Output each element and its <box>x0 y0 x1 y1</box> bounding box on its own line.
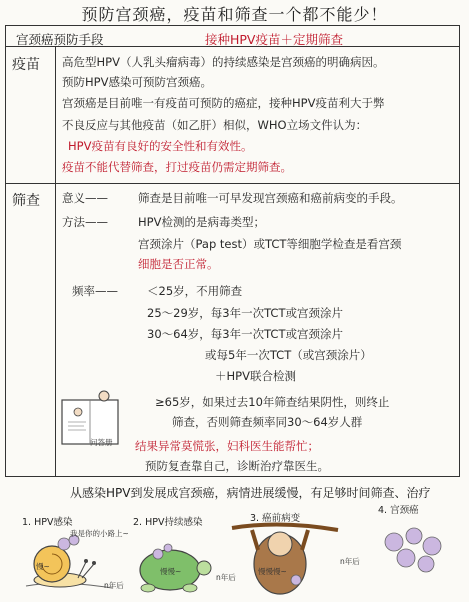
years-label-1: n年后 <box>104 581 124 590</box>
method-label: 方法—— <box>62 215 108 229</box>
method-line-3: 细胞是否正常。 <box>138 257 219 271</box>
book-text: 问答册 <box>90 438 113 447</box>
header-right: 接种HPV疫苗＋定期筛查 <box>205 32 343 47</box>
vaccine-line-2: 预防HPV感染可预防宫颈癌。 <box>62 75 212 89</box>
turtle-label: 慢慢~ <box>160 567 182 576</box>
vaccine-line-4: 不良反应与其他疫苗（如乙肝）相似，WHO立场文件认为： <box>62 118 368 132</box>
vaccine-line-6: 疫苗不能代替筛查，打过疫苗仍需定期筛查。 <box>62 160 292 174</box>
stage-2: 2. HPV持续感染 <box>133 517 203 528</box>
screening-label: 筛查 <box>12 193 40 209</box>
freq-line-6: ≥65岁，如果过去10年筛查结果阴性，则终止 <box>155 395 390 409</box>
section-divider <box>5 183 460 184</box>
snail-bubble: 我是你的小路上~ <box>70 529 129 538</box>
method-line-1: HPV检测的是病毒类型； <box>138 215 265 229</box>
vaccine-line-3: 宫颈癌是目前唯一有疫苗可预防的癌症，接种HPV疫苗利大于弊 <box>62 96 385 110</box>
cancer-cells-illustration <box>370 520 460 586</box>
years-label-3: n年后 <box>340 557 360 566</box>
sloth-label: 慢慢慢~ <box>258 567 287 576</box>
prevention-text: 预防复查靠自己，诊断治疗靠医生。 <box>145 459 329 473</box>
method-line-2: 宫颈涂片（Pap test）或TCT等细胞学检查是看宫颈 <box>138 237 402 251</box>
header-left: 宫颈癌预防手段 <box>16 32 104 47</box>
page-title: 预防宫颈癌，疫苗和筛查一个都不能少！ <box>81 5 388 24</box>
snail-label: 慢~ <box>36 562 50 571</box>
header-divider <box>5 46 460 47</box>
freq-line-1: ＜25岁，不用筛查 <box>147 284 243 298</box>
progression-caption: 从感染HPV到发展成宫颈癌，病情进展缓慢，有足够时间筛查、治疗 <box>70 486 431 500</box>
years-label-2: n年后 <box>216 573 236 582</box>
warning-text: 结果异常莫慌张，妇科医生能帮忙； <box>135 439 319 453</box>
stage-3: 3. 癌前病变 <box>250 513 301 524</box>
freq-line-4: 或每5年一次TCT（或宫颈涂片） <box>205 348 372 362</box>
freq-line-3: 30～64岁，每3年一次TCT或宫颈涂片 <box>147 327 343 341</box>
meaning-text: 筛查是目前唯一可早发现宫颈癌和癌前病变的手段。 <box>138 191 403 205</box>
vaccine-label: 疫苗 <box>12 57 40 73</box>
freq-line-5: ＋HPV联合检测 <box>215 369 296 383</box>
vaccine-line-5: HPV疫苗有良好的安全性和有效性。 <box>68 139 253 153</box>
freq-line-2: 25～29岁，每3年一次TCT或宫颈涂片 <box>147 306 343 320</box>
stage-4: 4. 宫颈癌 <box>378 505 419 516</box>
vaccine-line-1: 高危型HPV（人乳头瘤病毒）的持续感染是宫颈癌的明确病因。 <box>62 55 385 69</box>
label-column-divider <box>55 46 56 477</box>
frequency-label: 频率—— <box>72 284 118 298</box>
freq-line-7: 筛查，否则筛查频率同30～64岁人群 <box>172 415 363 429</box>
meaning-label: 意义—— <box>62 191 108 205</box>
stage-1: 1. HPV感染 <box>22 517 73 528</box>
turtle-illustration <box>122 528 212 598</box>
sloth-illustration <box>230 510 340 602</box>
